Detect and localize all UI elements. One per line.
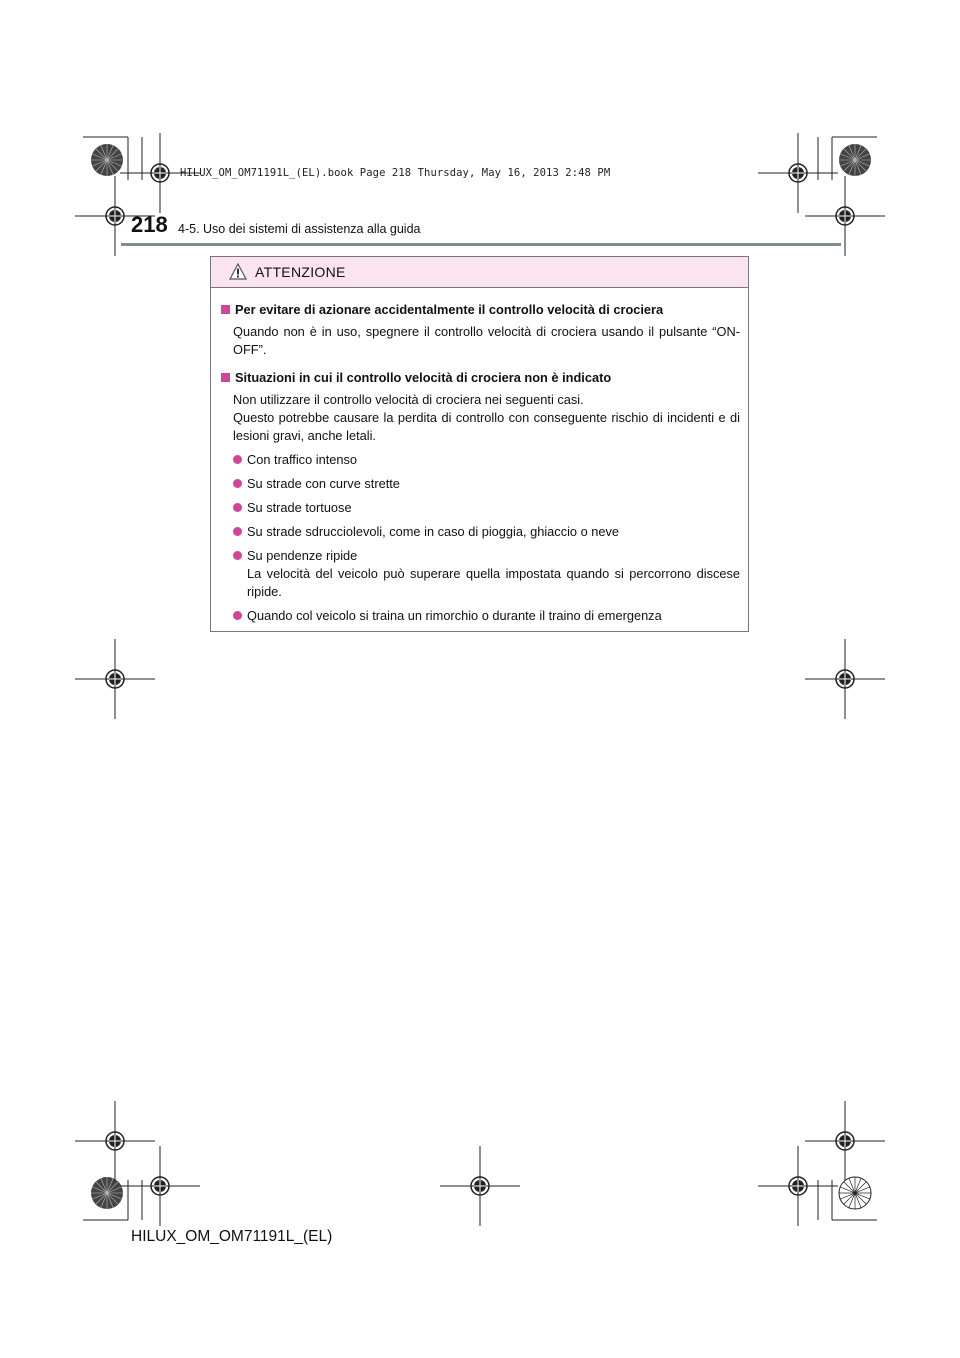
round-bullet-icon [233,455,242,464]
section-heading-text: Per evitare di azionare accidentalmente il controllo velocità di crociera [235,302,664,317]
list-item [233,547,740,601]
list-item: Su strade tortuose [233,499,740,517]
header-rule [121,243,841,246]
round-bullet-icon [233,551,242,560]
round-bullet-icon [233,479,242,488]
section-heading-text: Situazioni in cui il controllo velocità di crociera non è indicato [235,370,612,385]
section-title: 4-5. Uso dei sistemi di assistenza alla guida [178,222,421,236]
footer-code: HILUX_OM_OM71191L_(EL) [131,1228,333,1245]
square-bullet-icon [221,373,230,382]
list-item-detail: La velocità del veicolo può superare quella impostata quando si percorrono discese ripide. [247,566,740,599]
warning-section-heading [221,301,740,319]
list-item: Su strade con curve strette [233,475,740,493]
warning-header [211,257,748,288]
square-bullet-icon [221,305,230,314]
warning-section-heading [221,369,740,387]
print-info: HILUX_OM_OM71191L_(EL).book Page 218 Thursday, May 16, 2013 2:48 PM [180,167,611,179]
round-bullet-icon [233,611,242,620]
list-item: Con traffico intenso [233,451,740,469]
warning-body [211,288,748,625]
list-item-text: Su pendenze ripide [247,548,358,563]
list-item: Quando col veicolo si traina un rimorchio o durante il traino di emergenza [233,607,740,625]
section-text: Quando non è in uso, spegnere il controllo velocità di crociera usando il pulsante “ON-OFF”. [233,324,740,357]
round-bullet-icon [233,503,242,512]
warning-box [210,256,749,632]
warning-triangle-icon [229,263,247,280]
section-text-line: Non utilizzare il controllo velocità di crociera nei seguenti casi. [233,392,584,407]
list-item: Su strade sdrucciolevoli, come in caso di pioggia, ghiaccio o neve [233,523,740,541]
warning-label: ATTENZIONE [255,264,346,280]
round-bullet-icon [233,527,242,536]
section-text-line: Questo potrebbe causare la perdita di controllo con conseguente rischio di incidenti e di lesioni gravi, anche letali. [233,410,740,443]
page-number: 218 [131,212,168,237]
section-text [233,391,740,445]
